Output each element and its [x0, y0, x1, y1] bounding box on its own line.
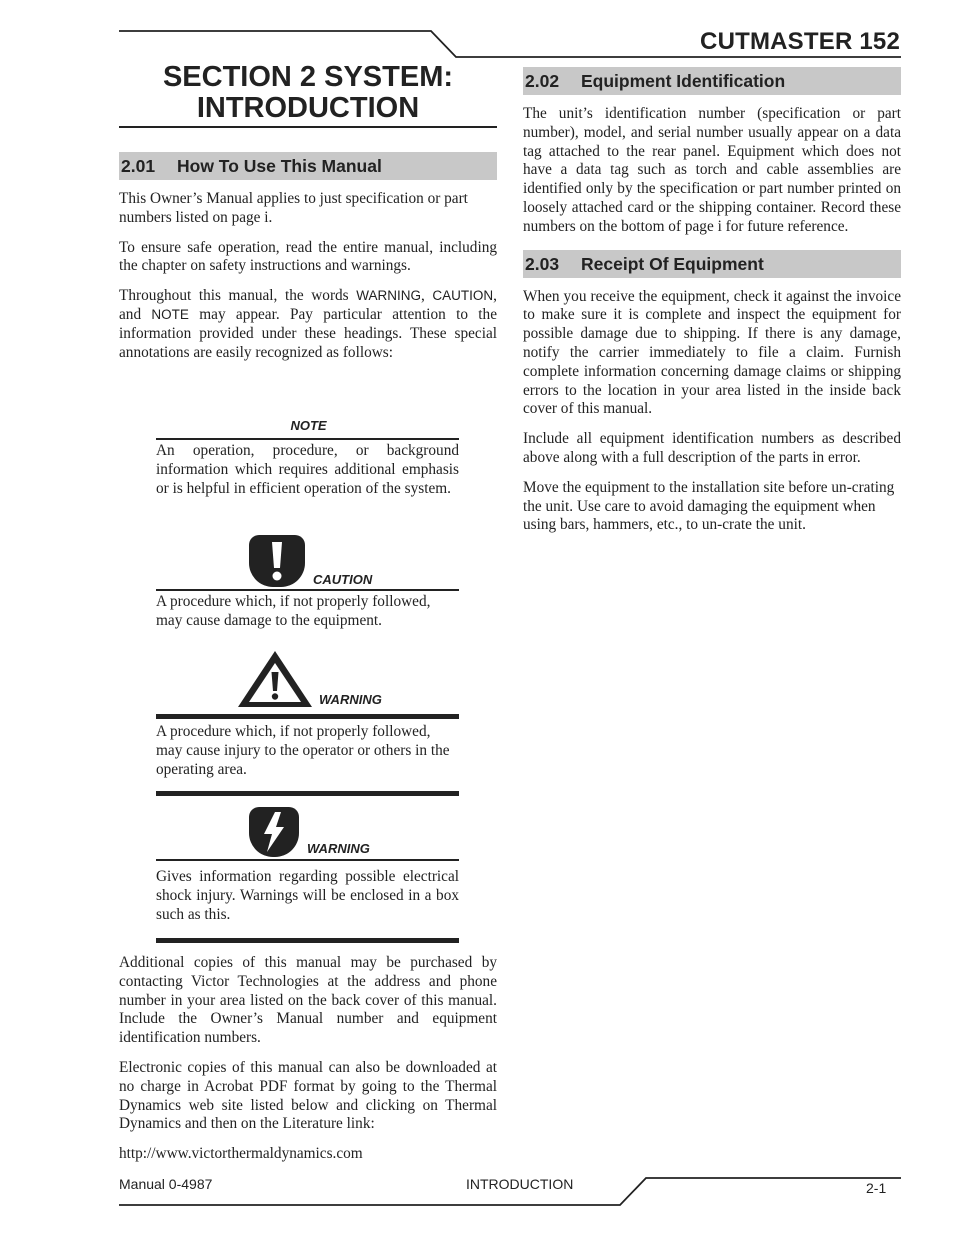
warning-block	[156, 650, 459, 796]
paragraph: When you receive the equipment, check it against the invoice to make sure it is complete and inspect the equipment for possible damage due to shipping. If there is any damage, notify the carrier immediately to file a claim. Furnish complete information concerning damage claims or shipping errors to the location in your area listed in the inside back cover of this manual.	[523, 287, 901, 418]
subsection-heading-2-01	[119, 152, 497, 180]
left-column-continued	[119, 954, 497, 1164]
paragraph: Move the equipment to the installation site before un-crating the unit. Use care to avoid damaging the equipment when using bars, hammers, etc., to un-crate the unit.	[523, 478, 895, 534]
keyword-warning: WARNING	[356, 288, 421, 304]
text-run: may appear. Pay particular attention to the information provided under these headings. These special annotations are easily recognized as follows:	[119, 305, 497, 361]
paragraph: Additional copies of this manual may be purchased by contacting Victor Technologies at the address and phone number in your area listed on the back cover of this manual. Include the Owner’s Manual number and equipment identification numbers.	[119, 954, 497, 1047]
note-rule	[156, 438, 459, 440]
paragraph: The unit’s identification number (specification or part number), model, and serial number usually appear on a data tag attached to the rear panel. Equipment which does not have a data tag such as torch and cable assemblies are identified only by the specification or part number printed on loosely attached card or the shipping container. Record these numbers on the bottom of page i for future reference.	[523, 105, 901, 235]
paragraph: Electronic copies of this manual can also be downloaded at no charge in Acrobat PDF format by going to the Thermal Dynamics web site listed below and clicking on Thermal Dynamics and then on the Literature link:	[119, 1058, 497, 1133]
paragraph-annotations	[119, 287, 497, 362]
warning-text: A procedure which, if not properly followed, may cause injury to the operator or others in the operating area.	[156, 723, 450, 778]
shock-warning-block	[156, 805, 459, 943]
website-url[interactable]: http://www.victorthermaldynamics.com	[119, 1145, 363, 1163]
section-title-line2: INTRODUCTION	[196, 92, 420, 124]
shock-warning-label: WARNING	[307, 841, 370, 856]
subsection-title: Equipment Identification	[581, 71, 786, 91]
warning-top-rule	[156, 714, 459, 719]
shock-warning-header	[156, 805, 459, 859]
caution-rule	[156, 589, 459, 591]
section-title	[119, 60, 497, 128]
warning-triangle-icon	[237, 650, 313, 708]
keyword-caution: CAUTION	[432, 288, 494, 304]
footer-page-number: 2-1	[866, 1180, 887, 1196]
shock-warning-top-rule	[156, 859, 459, 861]
subsection-title: How To Use This Manual	[177, 156, 382, 176]
note-label: NOTE	[290, 418, 327, 433]
note-text: An operation, procedure, or background information which requires additional emphasis or is helpful in efficient operation of the system.	[156, 442, 459, 497]
shock-warning-bottom-rule	[156, 938, 459, 943]
subsection-number: 2.01	[121, 156, 156, 176]
note-block	[156, 418, 459, 498]
caution-header	[156, 535, 459, 589]
paragraph: Include all equipment identification numbers as described above along with a full description of the parts in error.	[523, 430, 901, 466]
subsection-heading-2-02	[523, 67, 901, 95]
warning-bottom-rule	[156, 791, 459, 796]
subsection-number: 2.03	[525, 253, 560, 274]
right-column	[523, 67, 901, 535]
caution-block	[156, 535, 459, 631]
text-run: , and	[119, 287, 497, 323]
text-run: Throughout this manual, the words	[119, 287, 357, 305]
warning-header	[156, 650, 459, 714]
shock-warning-text: Gives information regarding possible electrical shock injury. Warnings will be enclosed in a box such as this.	[156, 868, 459, 923]
footer-section-name: INTRODUCTION	[466, 1176, 574, 1192]
text-run: ,	[420, 287, 433, 305]
caution-exclamation-icon	[249, 535, 305, 587]
subsection-heading-2-03	[523, 250, 901, 278]
product-title: CUTMASTER 152	[700, 28, 900, 55]
section-title-line1: SECTION 2 SYSTEM:	[162, 61, 454, 93]
footer-manual-number: Manual 0-4987	[119, 1176, 213, 1192]
keyword-note: NOTE	[151, 306, 189, 322]
warning-label: WARNING	[319, 692, 382, 707]
electric-shock-icon	[249, 807, 299, 857]
left-column	[119, 60, 497, 362]
caution-label: CAUTION	[313, 572, 373, 587]
subsection-number: 2.02	[525, 71, 560, 91]
caution-text: A procedure which, if not properly followed, may cause damage to the equipment.	[156, 593, 431, 629]
footer-rule	[0, 1160, 954, 1220]
paragraph: To ensure safe operation, read the entire manual, including the chapter on safety instructions and warnings.	[119, 238, 497, 275]
subsection-title: Receipt Of Equipment	[581, 253, 764, 274]
paragraph: This Owner’s Manual applies to just specification or part numbers listed on page i.	[119, 190, 468, 226]
